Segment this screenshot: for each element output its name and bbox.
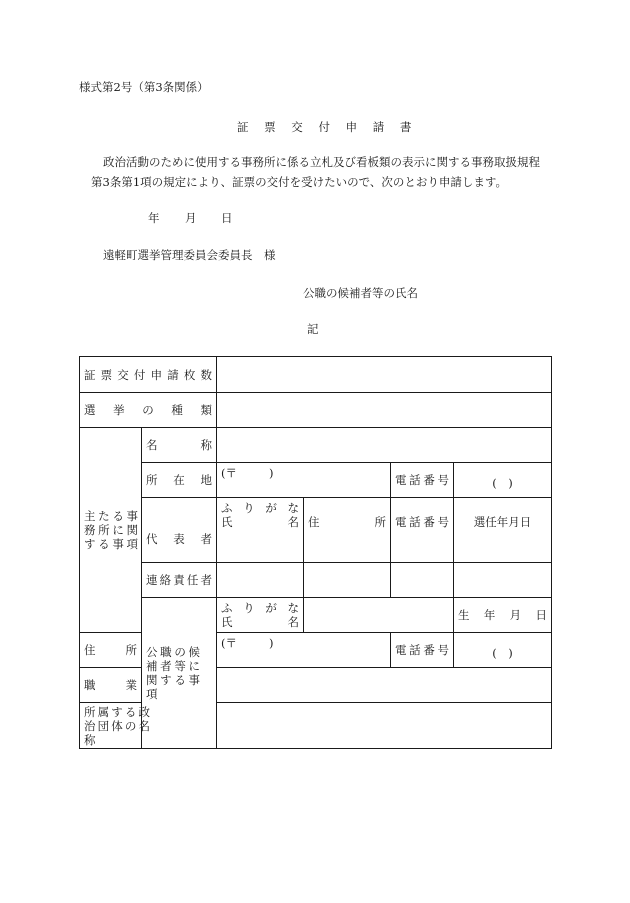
election-type-input[interactable] (217, 393, 552, 428)
representative-address-cell[interactable]: 住所 (304, 498, 391, 563)
political-org-input[interactable] (217, 703, 552, 749)
candidate-address-input[interactable] (217, 633, 391, 668)
candidate-name-input[interactable] (304, 598, 454, 633)
candidate-postal-open: (〒 (221, 636, 237, 650)
occupation-label: 職 業 (80, 668, 142, 703)
row-office-location (80, 463, 552, 498)
date-month: 月 (185, 211, 197, 225)
occupation-input[interactable] (217, 668, 552, 703)
candidate-phone-input[interactable] (454, 633, 552, 668)
candidate-postal-close: ) (269, 636, 274, 650)
contact-name-input[interactable] (217, 563, 304, 598)
representative-name-label: 氏名 (221, 515, 299, 529)
body-text-line-2: 第3条第1項の規定により、証票の交付を受けたいので、次のとおり申請します。 (91, 175, 507, 189)
contact-appointment-input[interactable] (454, 563, 552, 598)
form-number: 様式第2号（第3条関係） (79, 80, 209, 94)
contact-address-input[interactable] (304, 563, 391, 598)
application-table (79, 356, 552, 749)
office-phone-label: 電話番号 (391, 463, 454, 498)
representative-furigana: ふりがな (221, 501, 299, 515)
row-cert-count (80, 357, 552, 393)
date-year: 年 (148, 211, 160, 225)
representative-phone-label: 電話番号 (391, 498, 454, 563)
candidate-furigana: ふりがな (221, 601, 299, 615)
form-title: 証 票 交 付 申 請 書 (237, 120, 413, 134)
representative-name-cell[interactable] (217, 498, 304, 563)
contact-person-label: 連絡責任者 (142, 563, 217, 598)
office-name-input[interactable] (217, 428, 552, 463)
row-representative (80, 498, 552, 563)
row-contact-person (80, 563, 552, 598)
ki-label: 記 (307, 322, 319, 336)
candidate-section-label: 公職の候補者等に関する事項 (142, 598, 217, 749)
representative-label: 代 表 者 (142, 498, 217, 563)
candidate-address-label: 住所 (80, 633, 142, 668)
office-section-label: 主たる事務所に関する事項 (80, 428, 142, 633)
cert-count-input[interactable] (217, 357, 552, 393)
row-election-type (80, 393, 552, 428)
political-org-label: 所属する政治団体の名称 (80, 703, 142, 749)
office-location-label: 所 在 地 (142, 463, 217, 498)
date-day: 日 (221, 211, 233, 225)
candidate-name-label-cell (217, 598, 304, 633)
appointment-date-label: 選任年月日 (454, 498, 552, 563)
office-name-label: 名 称 (142, 428, 217, 463)
birth-date-label: 生年月日 (454, 598, 552, 633)
cert-count-label: 証票交付申請枚数 (80, 357, 217, 393)
office-phone-paren: ( ) (492, 476, 513, 490)
office-location-input[interactable] (217, 463, 391, 498)
candidate-phone-label: 電話番号 (391, 633, 454, 668)
office-phone-input[interactable] (454, 463, 552, 498)
candidate-name-kanji: 氏名 (221, 615, 299, 629)
postal-close: ) (269, 466, 274, 480)
row-candidate-name (80, 598, 552, 633)
candidate-phone-paren: ( ) (492, 646, 513, 660)
contact-phone-input[interactable] (391, 563, 454, 598)
election-type-label: 選 挙 の 種 類 (80, 393, 217, 428)
addressee: 遠軽町選挙管理委員会委員長 様 (103, 248, 276, 262)
postal-open: (〒 (221, 466, 237, 480)
body-text-line-1: 政治活動のために使用する事務所に係る立札及び看板類の表示に関する事務取扱規程 (103, 155, 540, 169)
row-office-name (80, 428, 552, 463)
candidate-name-label: 公職の候補者等の氏名 (303, 286, 418, 300)
